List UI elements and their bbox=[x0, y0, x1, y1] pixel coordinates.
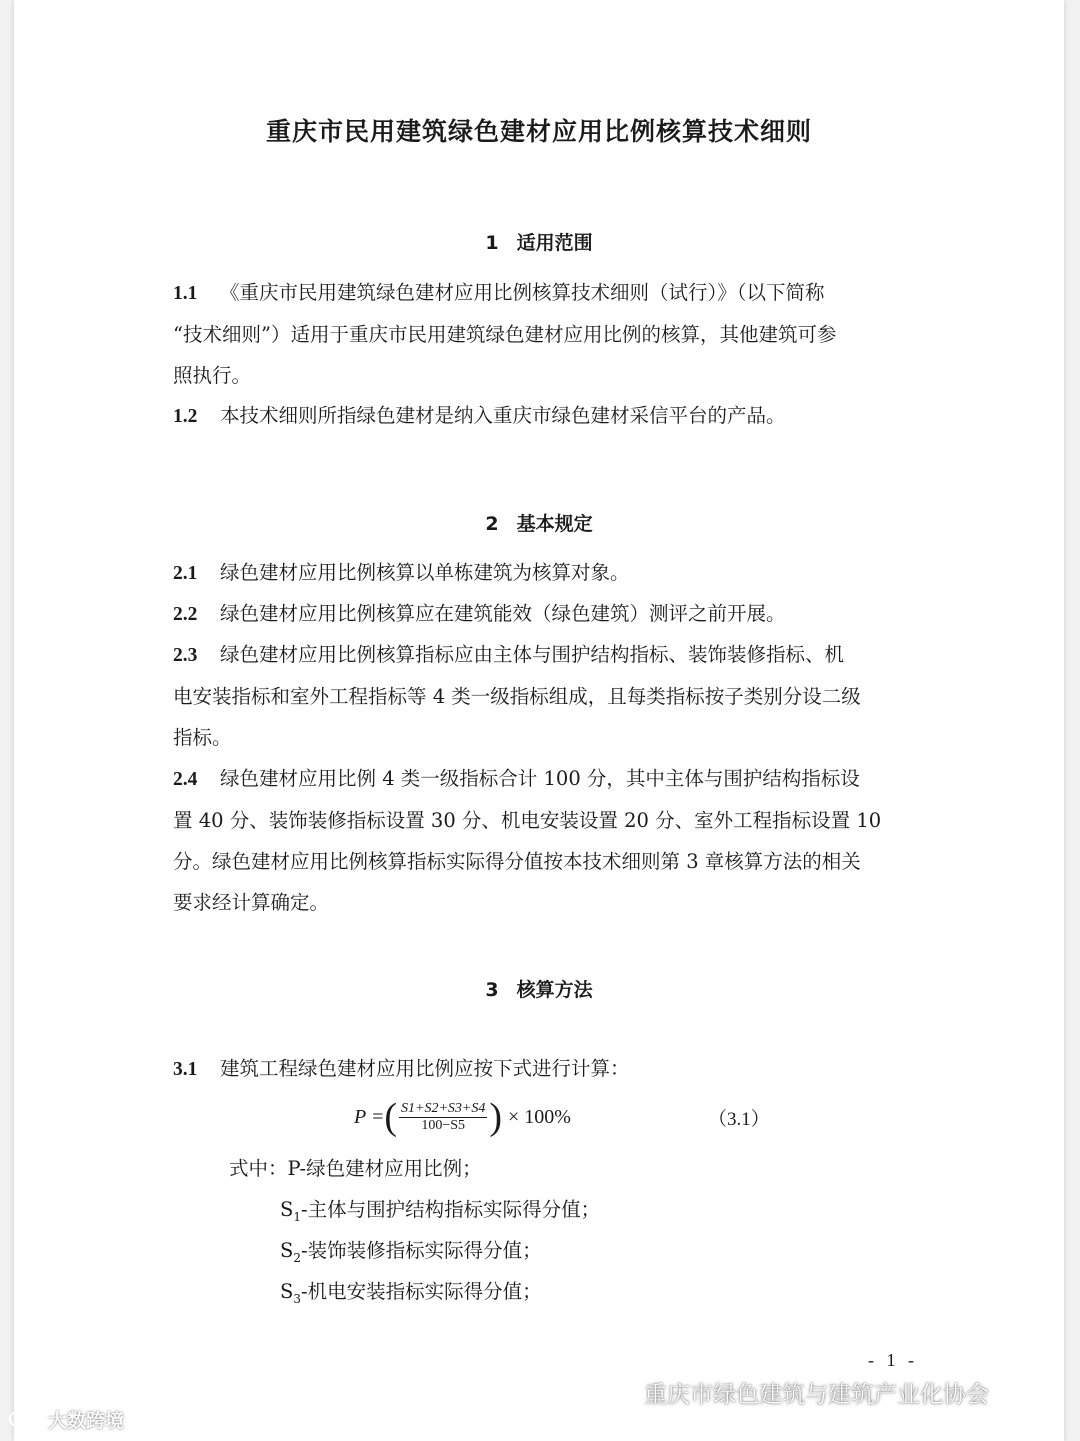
variable-desc: -装饰装修指标实际得分值； bbox=[301, 1239, 542, 1262]
page-number: - 1 - bbox=[868, 1350, 918, 1370]
clause-line: 照执行。 bbox=[173, 364, 252, 387]
variable-subscript: 1 bbox=[293, 1209, 301, 1224]
corner-watermark-text: 大数跨境 bbox=[48, 1409, 125, 1432]
section-title: 适用范围 bbox=[516, 232, 593, 254]
clause-2-2 bbox=[173, 593, 921, 635]
section-number: 1 bbox=[485, 232, 499, 254]
variable-symbol: S bbox=[280, 1239, 294, 1262]
clause-3-1 bbox=[173, 1048, 921, 1090]
formula-denominator: 100−S5 bbox=[421, 1117, 466, 1133]
clause-2-3 bbox=[173, 634, 921, 758]
section-1-heading bbox=[14, 228, 1064, 255]
clause-number: 2.4 bbox=[173, 769, 198, 790]
clause-1-2 bbox=[173, 395, 921, 437]
section-number: 2 bbox=[485, 513, 499, 535]
clause-number: 2.3 bbox=[173, 645, 198, 666]
logo-icon bbox=[8, 1407, 44, 1431]
clause-1-1 bbox=[173, 272, 921, 396]
formula-3-1 bbox=[354, 1094, 571, 1140]
formula-multiplier: × 100% bbox=[508, 1105, 571, 1128]
section-title: 基本规定 bbox=[516, 513, 593, 535]
formula-fraction bbox=[399, 1101, 487, 1134]
left-paren: ( bbox=[384, 1096, 398, 1138]
clause-2-1 bbox=[173, 552, 921, 594]
clause-line: 建筑工程绿色建材应用比例应按下式进行计算： bbox=[220, 1057, 630, 1080]
clause-number: 2.1 bbox=[173, 563, 198, 584]
variable-subscript: 3 bbox=[293, 1291, 301, 1306]
formula-numerator: S1+S2+S3+S4 bbox=[401, 1100, 486, 1116]
clause-number: 2.2 bbox=[173, 604, 198, 625]
clause-line: 绿色建材应用比例核算应在建筑能效（绿色建筑）测评之前开展。 bbox=[220, 602, 786, 625]
clause-line: 绿色建材应用比例核算以单栋建筑为核算对象。 bbox=[220, 561, 630, 584]
document-page bbox=[14, 0, 1064, 1441]
clause-line: 要求经计算确定。 bbox=[173, 891, 330, 914]
clause-line: 电安装指标和室外工程指标等 4 类一级指标组成，且每类指标按子类别分设二级 bbox=[173, 685, 861, 708]
formula-lhs: P = bbox=[354, 1105, 385, 1128]
wechat-watermark bbox=[596, 1372, 989, 1412]
clause-line: 置 40 分、装饰装修指标设置 30 分、机电安装设置 20 分、室外工程指标设置 10 bbox=[173, 809, 882, 832]
clause-line: 本技术细则所指绿色建材是纳入重庆市绿色建材采信平台的产品。 bbox=[220, 404, 786, 427]
section-3-heading bbox=[14, 975, 1064, 1002]
clause-line: 绿色建材应用比例核算指标应由主体与围护结构指标、装饰装修指标、机 bbox=[220, 643, 845, 666]
clause-line: “技术细则”）适用于重庆市民用建筑绿色建材应用比例的核算，其他建筑可参 bbox=[173, 323, 837, 346]
right-paren: ) bbox=[489, 1096, 503, 1138]
corner-watermark bbox=[8, 1404, 124, 1434]
variable-symbol: S bbox=[280, 1280, 294, 1303]
wechat-icon bbox=[596, 1377, 636, 1407]
clause-line: 分。绿色建材应用比例核算指标实际得分值按本技术细则第 3 章核算方法的相关 bbox=[173, 850, 861, 873]
where-intro: 式中：P-绿色建材应用比例； bbox=[229, 1157, 482, 1180]
variable-s3 bbox=[280, 1271, 542, 1320]
clause-number: 1.1 bbox=[173, 283, 198, 304]
clause-number: 1.2 bbox=[173, 406, 198, 427]
variable-desc: -主体与围护结构指标实际得分值； bbox=[301, 1198, 601, 1221]
section-title: 核算方法 bbox=[516, 979, 593, 1001]
clause-number: 3.1 bbox=[173, 1059, 198, 1080]
clause-line: 《重庆市民用建筑绿色建材应用比例核算技术细则（试行）》（以下简称 bbox=[220, 281, 825, 304]
wechat-account-name: 重庆市绿色建筑与建筑产业化协会 bbox=[644, 1381, 989, 1408]
clause-line: 绿色建材应用比例 4 类一级指标合计 100 分，其中主体与围护结构指标设 bbox=[220, 767, 860, 790]
document-title: 重庆市民用建筑绿色建材应用比例核算技术细则 bbox=[265, 117, 812, 146]
section-2-heading bbox=[14, 509, 1064, 536]
section-number: 3 bbox=[485, 979, 499, 1001]
equation-number: （3.1） bbox=[708, 1109, 770, 1130]
variable-symbol: S bbox=[280, 1198, 294, 1221]
clause-line: 指标。 bbox=[173, 726, 232, 749]
variable-desc: -机电安装指标实际得分值； bbox=[301, 1280, 542, 1303]
clause-2-4 bbox=[173, 758, 921, 923]
variable-subscript: 2 bbox=[293, 1250, 301, 1265]
